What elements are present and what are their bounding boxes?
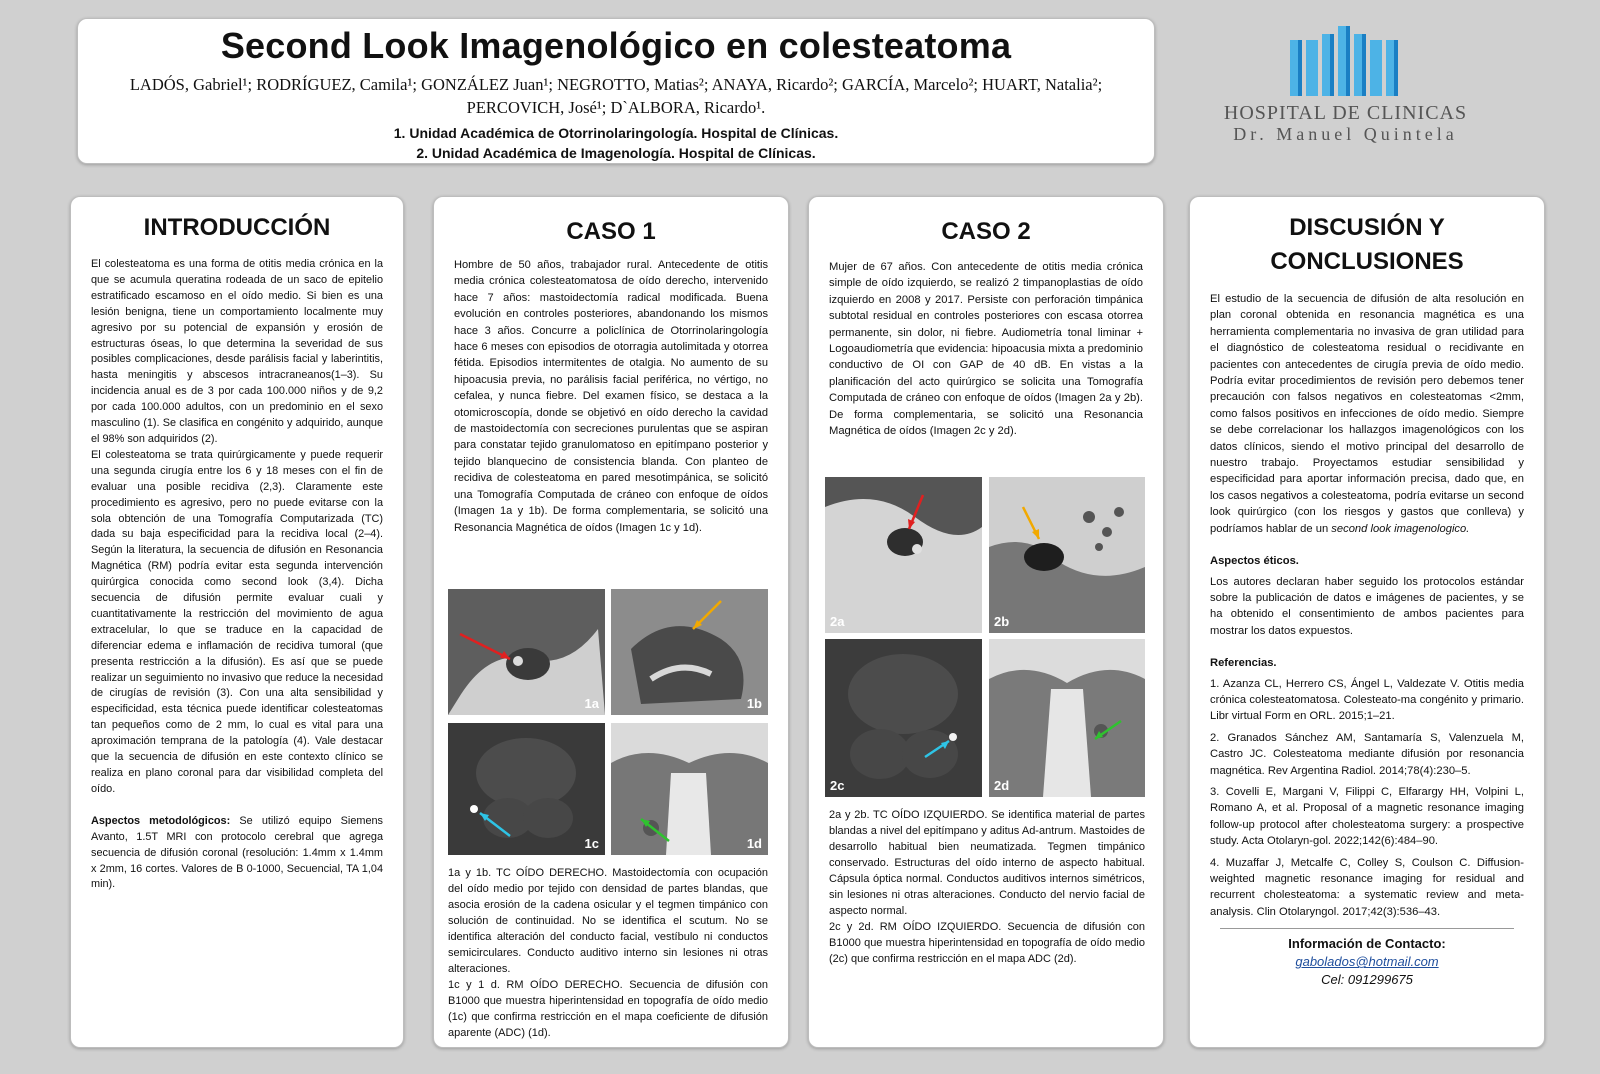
affiliation-2: 2. Unidad Académica de Imagenología. Hospital de Clínicas. bbox=[416, 145, 816, 161]
methods-text: Se utilizó equipo Siemens Avanto, 1.5T MRI con protocolo cerebral que agrega secuencia de difusión coronal (resolución: 1.4mm x 1.4mm x 2mm, 16 cortes. Valores de B 0-1000, Secuencial, TA 1,04 min). bbox=[91, 814, 384, 891]
methods-paragraph bbox=[91, 814, 383, 894]
case-1-heading: CASO 1 bbox=[566, 218, 656, 245]
case-2-text: Mujer de 67 años. Con antecedente de otitis media crónica simple de oído izquierdo, se realizó 2 timpanoplastias de oído izquierdo en 2008 y 2017. Persiste con perforación timpánica subtotal residual en controles posteriores con escasa otorrea permanente, sin dolor, ni fiebre. Audiometría tonal liminar + Logoaudiometría que evidencia: hipoacusia mixta a predominio conductivo de OI con GAP de 40 dB. En vistas a la planificación del acto quirúrgico se solicita una Tomografía Computada de cráneo con enfoque de oídos (Imagen 2a y 2b). De forma complementaria, se solicitó una Resonancia Magnética de oídos (Imagen 2c y 2d). bbox=[829, 261, 1143, 438]
figure-1b-label: 1b bbox=[746, 696, 762, 711]
divider bbox=[1220, 928, 1514, 929]
figure-2d bbox=[989, 639, 1145, 797]
case-1-caption-2: 1c y 1 d. RM OÍDO DERECHO. Secuencia de difusión con B1000 que muestra hiperintensidad en topografía de oído medio (1c) que confirma restricción en el mapa coeficiente de difusión aparente (ADC) (1d). bbox=[448, 979, 768, 1039]
case-2-caption-1: 2a y 2b. TC OÍDO IZQUIERDO. Se identifica material de partes blandas a nivel del epitímpano y aditus Ad-antrum. Mastoides de desarrollo habitual bien neumatizada. Tegmen timpánico conservado. Estructuras del oído interno de aspecto habitual. Cápsula óptica normal. Conductos auditivos internos simétricos, sin lesiones ni otras alteraciones. Conducto del nervio facial de aspecto normal. bbox=[829, 809, 1145, 917]
reference-item: 3. Covelli E, Margani V, Filippi C, Elfarargy HH, Volpini L, Romano A, et al. Proposal of a magnetic resonance imaging follow-up protocol after cholesteatoma surgery: a prospective study. Acta Otolaryn-gol. 2022;142(6):484–90. bbox=[1210, 785, 1524, 848]
ethics-heading: Aspectos éticos. bbox=[1210, 555, 1299, 568]
figure-2b-label: 2b bbox=[994, 614, 1010, 629]
figure-2a-label: 2a bbox=[830, 614, 845, 629]
figure-1a bbox=[448, 589, 605, 715]
ct-scan-image bbox=[989, 477, 1145, 633]
figure-2d-label: 2d bbox=[994, 778, 1010, 793]
contact-heading: Información de Contacto: bbox=[1288, 936, 1446, 952]
reference-item: 2. Granados Sánchez AM, Santamaría S, Valenzuela M, Castro JC. Colesteatoma mediante difusión por resonancia magnética. Rev Argentina Radiol. 2014;78(4):230–5. bbox=[1210, 731, 1524, 777]
contact-phone: Cel: 091299675 bbox=[1321, 972, 1413, 988]
introduction-panel bbox=[70, 196, 404, 1048]
figure-1c bbox=[448, 723, 605, 855]
methods-label: Aspectos metodológicos: bbox=[91, 814, 231, 827]
contact-email-link[interactable]: gabolados@hotmail.com bbox=[1295, 954, 1439, 970]
case-1-panel bbox=[433, 196, 789, 1048]
discussion-heading-2: CONCLUSIONES bbox=[1270, 248, 1464, 275]
mri-dwi-image bbox=[825, 639, 982, 797]
discussion-paragraph bbox=[1210, 291, 1524, 537]
ethics-text: Los autores declaran haber seguido los protocolos estándar sobre la publicación de datos e imágenes de pacientes, y se ha obtenido el consentimiento de ambos pacientes para mostrar los datos expuestos. bbox=[1210, 575, 1524, 637]
figure-1d-label: 1d bbox=[746, 836, 762, 851]
mri-adc-image bbox=[611, 723, 768, 855]
figure-1c-label: 1c bbox=[584, 836, 599, 851]
ct-scan-image bbox=[825, 477, 982, 633]
case-1-caption-1: 1a y 1b. TC OÍDO DERECHO. Mastoidectomía con ocupación del oído medio por tejido con densidad de partes blandas, que asocia erosión de la cadena osicular y el tegmen timpánico con solución de continuidad. No se identifica el scutum. No se identifica alteración del conducto facial, vestíbulo ni conductos semicirculares. Conducto auditivo interno sin lesiones ni otras alteraciones. bbox=[448, 867, 768, 975]
figure-2a bbox=[825, 477, 982, 633]
reference-item: 1. Azanza CL, Herrero CS, Ángel L, Valdezate V. Otitis media crónica colesteatomatosa. Colesteato-ma congénito y primario. Libr virtual Form en ORL. 2015;1–21. bbox=[1210, 677, 1524, 723]
references-heading: Referencias. bbox=[1210, 657, 1277, 670]
figure-1d bbox=[611, 723, 768, 855]
hospital-logo bbox=[1198, 22, 1488, 147]
case-1-text: Hombre de 50 años, trabajador rural. Antecedente de otitis media crónica colesteatomatosa de oído derecho, intervenido hace 7 años: mastoidectomía radical modificada. Buena evolución en controles posteriores, abandonando los mismos hace 3 años. Concurre a policlínica de Otorrinolaringología hace 6 meses con episodios de otorragia autolimitada y otorrea fétida. Episodios intermitentes de otalgia. No aumento de su hipoacusia previa, no parálisis facial periférica, no vértigo, no cefalea, y nunca fiebre. Del examen físico, se destaca a la otomicroscopía, donde se objetivó en oído derecho la cavidad de mastoidectomía con secreciones purulentas que se aspiran para constatar tejido granulomatoso en epitímpano posterior y tejido blanquecino de consistencia blanda. Con planteo de recidiva de colesteatoma en pared mesotimpánica, se solicitó una Tomografía Computada de cráneo con enfoque de oídos (Imagen 1a y 1b). De forma complementaria, se solicitó una Resonancia Magnética de oídos (Imagen 1c y 1d). bbox=[454, 259, 768, 534]
discussion-heading-1: DISCUSIÓN Y bbox=[1289, 214, 1445, 241]
figure-2b bbox=[989, 477, 1145, 633]
authors bbox=[98, 73, 1134, 119]
case-2-caption-2: 2c y 2d. RM OÍDO IZQUIERDO. Secuencia de difusión con B1000 que muestra hiperintensidad en topografía de oído medio (2c) que confirma restricción en el mapa ADC (2d). bbox=[829, 921, 1145, 965]
poster-title: Second Look Imagenológico en colesteatoma bbox=[220, 25, 1012, 66]
ct-scan-image bbox=[611, 589, 768, 715]
reference-item: 4. Muzaffar J, Metcalfe C, Colley S, Coulson C. Diffusion-weighted magnetic resonance imaging for residual and recurrent cholesteatoma: a systematic review and meta-analysis. Clin Otolaryngol. 2017;42(3):536–43. bbox=[1210, 856, 1524, 918]
logo-text-hospital: HOSPITAL DE CLINICAS bbox=[1223, 102, 1468, 124]
figure-2c-label: 2c bbox=[830, 778, 845, 793]
ct-scan-image bbox=[448, 589, 605, 715]
discussion-panel bbox=[1189, 196, 1545, 1048]
references-list bbox=[1210, 676, 1524, 921]
intro-paragraph-1: El colesteatoma es una forma de otitis media crónica en la que se acumula queratina rodeada de un saco de epitelio estratificado escamoso en el oído medio. Si bien es una lesión benigna, tiene un comportamiento localmente muy agresivo por su potencial de expansión y erosión de estructuras óseas, lo que determina la severidad de sus posibles complicaciones, desde parálisis facial y laberintitis, hasta meningitis y abscesos intracraneanos(1–3). Su incidencia anual es de 3 por cada 100.000 niños y de 9,2 por cada 100.000 adultos, con un predominio en el sexo masculino (1). Se clasifica en congénito y adquirido, aunque el 98% son adquiridos (2). bbox=[91, 258, 383, 445]
discussion-text-italic: second look imagenologico. bbox=[1331, 522, 1470, 535]
authors-line-2: PERCOVICH, José¹; D`ALBORA, Ricardo¹. bbox=[466, 98, 766, 117]
authors-line-1: LADÓS, Gabriel¹; RODRÍGUEZ, Camila¹; GONZÁLEZ Juan¹; NEGROTTO, Matias²; ANAYA, Ricardo²; GARCÍA, Marcelo²; HUART, Natalia²; bbox=[129, 75, 1103, 94]
mri-adc-image bbox=[989, 639, 1145, 797]
introduction-heading: INTRODUCCIÓN bbox=[143, 214, 331, 241]
figure-1a-label: 1a bbox=[584, 696, 599, 711]
discussion-text: El estudio de la secuencia de difusión de alta resolución en plan coronal obtenida en resonancia magnética es una herramienta complementaria no invasiva de gran utilidad para el diagnóstico de colesteatoma residual o recidivante en pacientes con antecedentes de cirugía previa de oído medio. Podría evitar procedimientos de revisión pero debemos tener precaución con falsos negativos en colesteatomas <2mm, como falsos positivos en infecciones de oído medio. Siempre se debe correlacionar los hallazgos imagenológicos con los datos clínicos, siendo el motivo principal del desarrollo de nuestro trabajo. Proyectamos estudiar sensibilidad y especificidad para aportar información precisa, dado que, en los casos negativos a colesteatoma, podría evitarse un second look quirúrgico (con los riesgos y gastos que conlleva) y podríamos hablar de un bbox=[1210, 293, 1524, 535]
figure-1b bbox=[611, 589, 768, 715]
case-2-panel bbox=[808, 196, 1164, 1048]
affiliation-1: 1. Unidad Académica de Otorrinolaringología. Hospital de Clínicas. bbox=[393, 125, 839, 141]
hospital-building-icon bbox=[1198, 22, 1488, 102]
intro-paragraph-2: El colesteatoma se trata quirúrgicamente y puede requerir una segunda cirugía entre los 6 y 18 meses con el fin de evaluar una posible recidiva (2,3). Claramente este procedimiento es agresivo, pero no puede evitarse con la sola obtención de una Tomografía Computarizada (TC) dada su baja especificidad para la recidiva local (2–4). Según la literatura, la secuencia de difusión en Resonancia Magnética (RM) podría evitar esta segunda intervención quirúrgica conocida como second look (3,4). Dicha secuencia de difusión permite evaluar cuali y cuantitativamente la restricción del movimiento de agua extracelular, lo que se traduce en la capacidad de diferenciar edema e inflamación de recidiva tumoral (que presenta restricción a la difusión). Es así que se puede realizar un seguimiento no invasivo que reduce la necesidad de cirugías de revisión (3). Con una alta sensibilidad y especificidad, esta técnica puede identificar colesteatomas tan pequeños como de 2 mm, lo cual es vital para una aproximación temprana de la patología (4). Vale destacar que la secuencia de difusión en este contexto clínico se realiza en plano coronal para dar visibilidad completa del oído. bbox=[91, 448, 383, 795]
case-2-heading: CASO 2 bbox=[941, 218, 1031, 245]
title-box bbox=[77, 18, 1155, 164]
mri-dwi-image bbox=[448, 723, 605, 855]
logo-text-doctor: Dr. Manuel Quintela bbox=[1233, 124, 1458, 144]
figure-2c bbox=[825, 639, 982, 797]
